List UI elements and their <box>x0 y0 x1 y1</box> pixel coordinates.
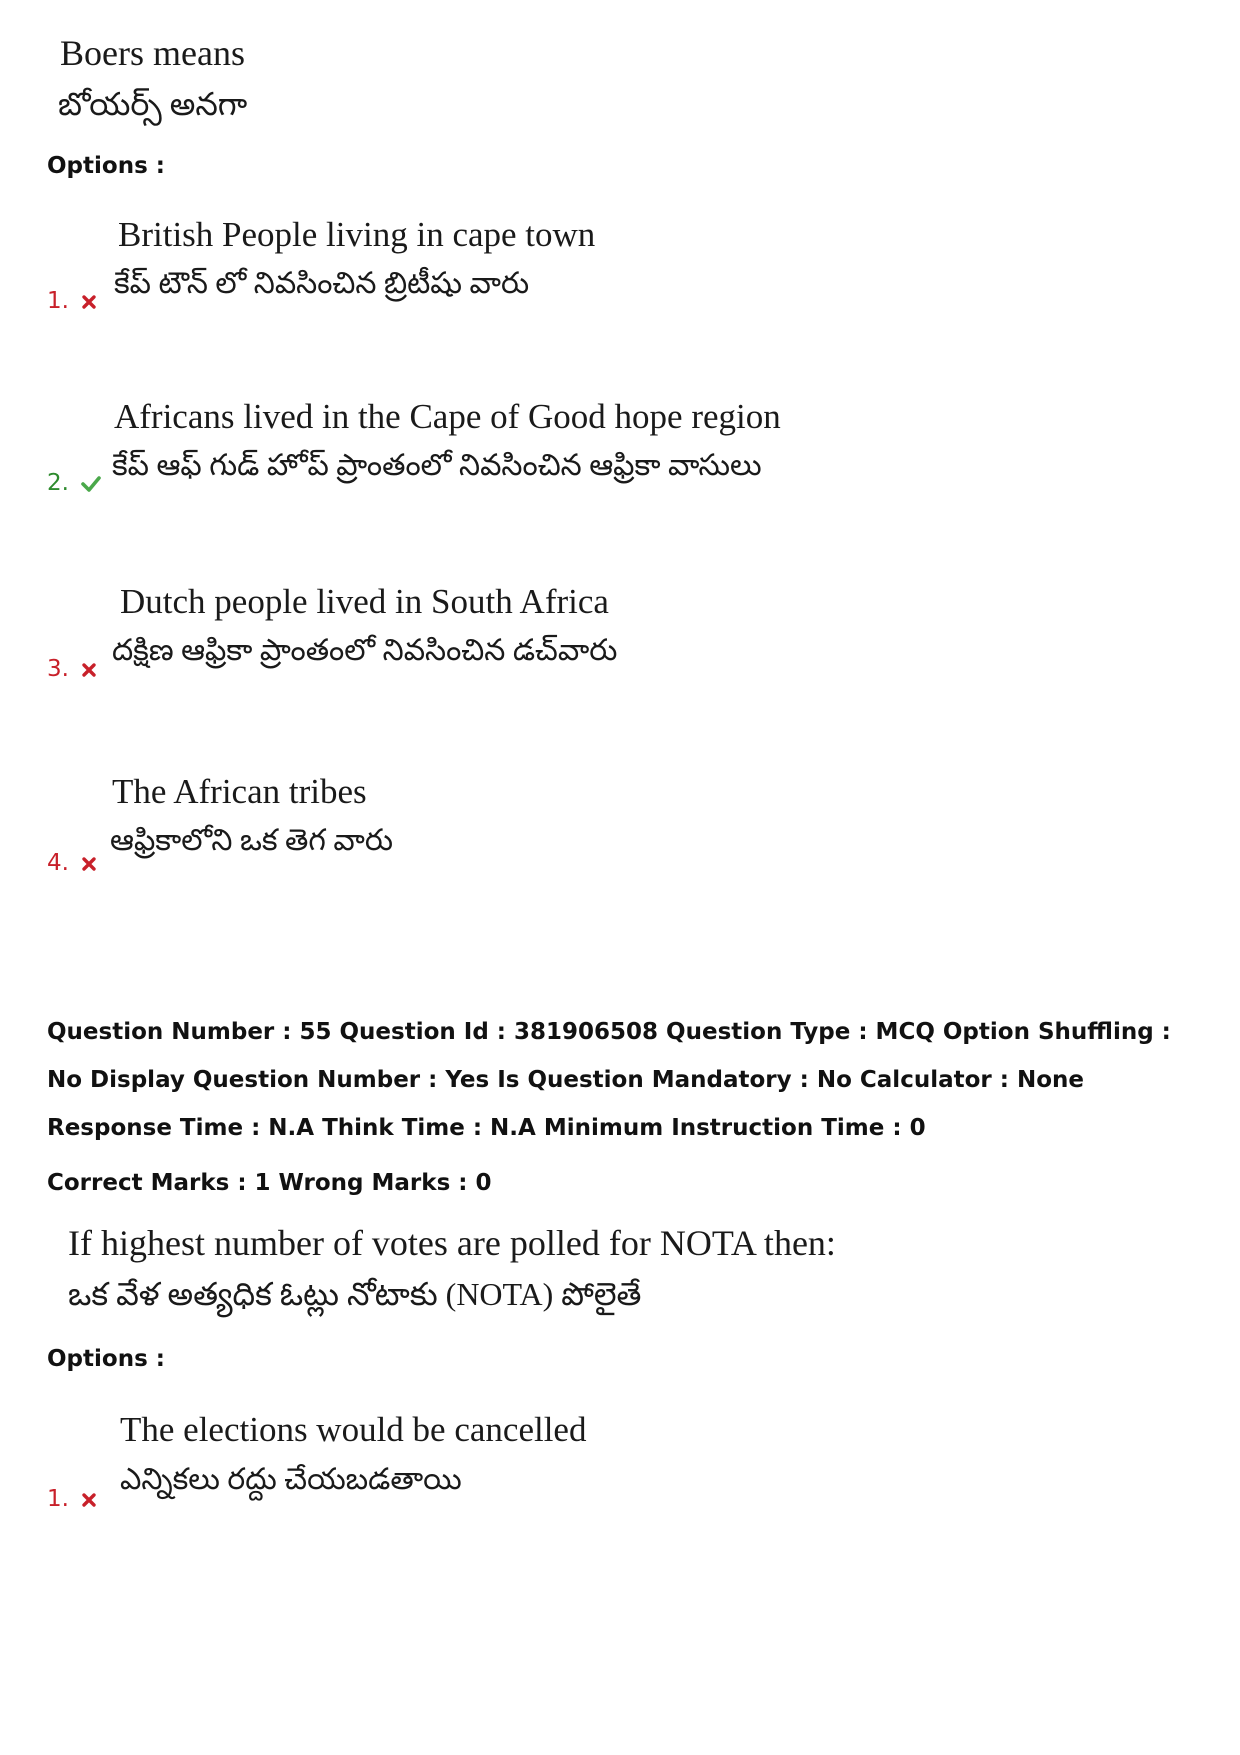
option-1-text-telugu: కేప్ టౌన్ లో నివసించిన బ్రిటీషు వారు <box>114 267 530 300</box>
option-4-number <box>47 850 98 876</box>
marks-info: Correct Marks : 1 Wrong Marks : 0 <box>47 1170 492 1196</box>
cross-icon <box>80 1491 98 1509</box>
option-1-text-english: British People living in cape town <box>118 215 596 254</box>
option-number-label: 1. <box>47 288 69 314</box>
check-icon <box>80 475 102 493</box>
option-3-number <box>47 656 98 682</box>
option-3-text-telugu: దక్షిణ ఆఫ్రికా ప్రాంతంలో నివసించిన డచ్‌వారు <box>112 634 618 667</box>
option-number-label: 4. <box>47 850 69 876</box>
option-1-number <box>47 1486 98 1512</box>
question-metadata: Question Number : 55 Question Id : 381906508 Question Type : MCQ Option Shuffling : No Display Question Number : Yes Is Question Mandatory : No Calculator : None Response Time : N.A Think Time : N.A Minimum Instruction Time : 0 <box>47 1019 1171 1141</box>
question-text-english: Boers means <box>60 33 245 73</box>
options-label: Options : <box>47 153 165 179</box>
option-3-text-english: Dutch people lived in South Africa <box>120 582 609 621</box>
option-2-text-telugu: కేప్ ఆఫ్ గుడ్ హోప్ ప్రాంతంలో నివసించిన ఆఫ్రికా వాసులు <box>112 449 762 482</box>
option-1-text-telugu: ఎన్నికలు రద్దు చేయబడతాయి <box>120 1463 462 1496</box>
cross-icon <box>80 855 98 873</box>
option-2-number <box>47 470 102 496</box>
option-4-text-english: The African tribes <box>112 772 367 811</box>
cross-icon <box>80 661 98 679</box>
option-1-number <box>47 288 98 314</box>
options-label: Options : <box>47 1346 165 1372</box>
question-text-telugu: బోయర్స్ అనగా <box>58 86 248 122</box>
question-text-telugu: ఒక వేళ అత్యధిక ఓట్లు నోటాకు (NOTA) పోలైతే <box>68 1276 642 1312</box>
question-text-english: If highest number of votes are polled for NOTA then: <box>68 1223 836 1263</box>
option-number-label: 3. <box>47 656 69 682</box>
option-2-text-english: Africans lived in the Cape of Good hope region <box>114 397 781 436</box>
option-4-text-telugu: ఆఫ్రికాలోని ఒక తెగ వారు <box>110 824 393 857</box>
option-number-label: 2. <box>47 470 69 496</box>
option-number-label: 1. <box>47 1486 69 1512</box>
cross-icon <box>80 293 98 311</box>
option-1-text-english: The elections would be cancelled <box>120 1410 587 1449</box>
